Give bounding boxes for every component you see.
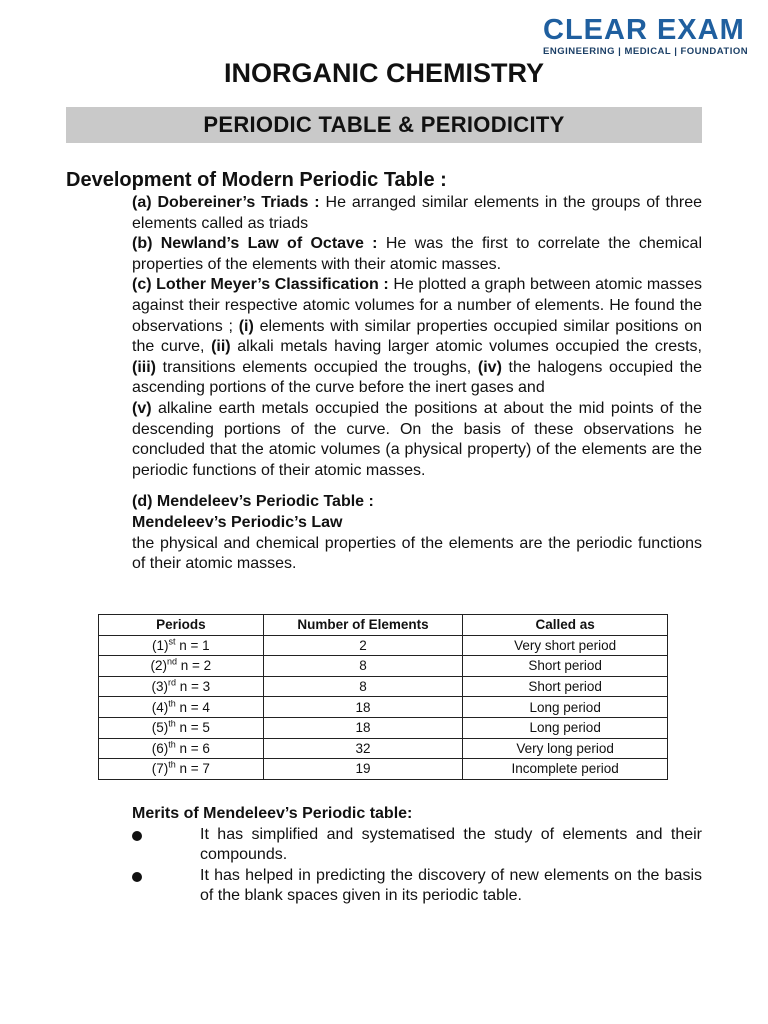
cell-period-name: Very long period — [463, 738, 668, 759]
cell-period: $(3)^{rd}$ n = 3 — [99, 676, 264, 697]
paragraph-mendeleev-law: the physical and chemical properties of the elements are the periodic functions of their atomic masses. — [132, 534, 702, 573]
cell-period: $(1)^{st}$ n = 1 — [99, 635, 264, 656]
paragraph-lother-meyer: (c) Lother Meyer’s Classification : He plotted a graph between atomic masses against their respective atomic volumes for a number of elements. He found the observations ; (i) elements with similar properties occupied similar positions on the curve, (ii) alkali metals having larger atomic volumes occupied the crests, (iii) transitions elements occupied the troughs, (iv) the halogens occupied the ascending portions of the curve before the inert gases and — [132, 276, 703, 397]
cell-element-count: 8 — [263, 676, 463, 697]
cell-period-name: Short period — [463, 676, 668, 697]
label-mendeleev: (d) Mendeleev’s Periodic Table : — [132, 493, 374, 511]
table-row — [99, 656, 668, 677]
table-row — [99, 738, 668, 759]
table-row — [99, 717, 668, 738]
section-heading: Development of Modern Periodic Table : — [66, 169, 447, 191]
cell-period: $(4)^{th}$ n = 4 — [99, 697, 264, 718]
paragraph-dobereiner: (a) Dobereiner’s Triads : He arranged similar elements in the groups of three elements called as triads — [132, 194, 703, 232]
label-newland: (b) Newland’s Law of Octave : — [132, 235, 378, 253]
list-item: It has simplified and systematised the study of elements and their compounds. — [132, 825, 702, 866]
table-row — [99, 635, 668, 656]
cell-period-name: Long period — [463, 717, 668, 738]
table-row — [99, 759, 668, 780]
cell-period-name: Long period — [463, 697, 668, 718]
label-dobereiner: (a) Dobereiner’s Triads : — [132, 194, 320, 211]
cell-period-name: Incomplete period — [463, 759, 668, 780]
chapter-title: PERIODIC TABLE & PERIODICITY — [203, 112, 565, 137]
header-called-as: Called as — [463, 615, 668, 636]
cell-period: $(2)^{nd}$ n = 2 — [99, 656, 264, 677]
merits-section — [132, 804, 702, 907]
bullet-icon — [132, 872, 142, 882]
cell-element-count: 19 — [263, 759, 463, 780]
cell-element-count: 2 — [263, 635, 463, 656]
cell-period-name: Very short period — [463, 635, 668, 656]
page-title: INORGANIC CHEMISTRY — [223, 58, 544, 88]
cell-element-count: 32 — [263, 738, 463, 759]
cell-period: $(7)^{th}$ n = 7 — [99, 759, 264, 780]
paragraph-newland: (b) Newland’s Law of Octave : He was the first to correlate the chemical properties of the elements with their atomic masses. — [132, 235, 703, 273]
label-mendeleev-law: Mendeleev’s Periodic’s Law — [132, 513, 343, 531]
logo-wordmark: CLEAR EXAM — [543, 14, 745, 46]
periods-table — [98, 614, 668, 780]
cell-element-count: 18 — [263, 697, 463, 718]
label-lother-meyer: (c) Lother Meyer’s Classification : — [132, 276, 389, 294]
table-header-row — [99, 615, 668, 636]
logo-tagline: ENGINEERING | MEDICAL | FOUNDATION — [543, 46, 749, 57]
paragraph-lother-meyer-cont: (v) alkaline earth metals occupied the positions at about the mid points of the descending portions of the curve. On the basis of these observations he concluded that the atomic volumes (a physical property) of the elements are the periodic functions of their atomic masses. — [132, 399, 702, 479]
cell-period: $(6)^{th}$ n = 6 — [99, 738, 264, 759]
table-row — [99, 697, 668, 718]
cell-period: $(5)^{th}$ n = 5 — [99, 717, 264, 738]
header-number-of-elements: Number of Elements — [263, 615, 463, 636]
cell-element-count: 18 — [263, 717, 463, 738]
clear-exam-logo — [543, 16, 751, 57]
bullet-icon — [132, 831, 142, 841]
cell-element-count: 8 — [263, 656, 463, 677]
list-item: It has helped in predicting the discovery of new elements on the basis of the blank spaces given in its periodic table. — [132, 866, 702, 907]
merits-title: Merits of Mendeleev’s Periodic table: — [132, 805, 413, 822]
header-periods: Periods — [99, 615, 264, 636]
table-row — [99, 676, 668, 697]
cell-period-name: Short period — [463, 656, 668, 677]
chapter-banner — [66, 107, 702, 143]
content-body — [132, 193, 702, 575]
